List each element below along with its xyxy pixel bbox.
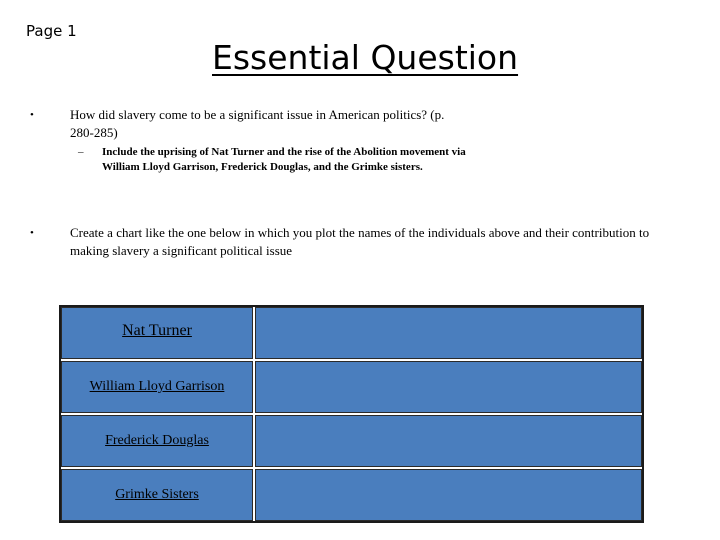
chart-contribution-cell (255, 415, 642, 467)
bullet-text: Create a chart like the one below in which you plot the names of the individuals above and their contribution to making slavery a significant political issue (70, 225, 650, 258)
chart-name-cell: Frederick Douglas (61, 415, 253, 467)
contribution-chart (59, 305, 644, 523)
chart-name-cell: Nat Turner (61, 307, 253, 359)
page-label: Page 1 (26, 22, 77, 40)
bullet-marker: • (30, 227, 34, 239)
sub-bullet-marker: – (78, 146, 84, 158)
chart-contribution-cell (255, 307, 642, 359)
chart-contribution-cell (255, 469, 642, 521)
chart-name-cell: William Lloyd Garrison (61, 361, 253, 413)
page-title: Essential Question (212, 38, 519, 77)
bullet-marker: • (30, 109, 34, 121)
chart-name-cell: Grimke Sisters (61, 469, 253, 521)
chart-contribution-cell (255, 361, 642, 413)
bullet-text: How did slavery come to be a significant issue in American politics? (p. 280-285) (70, 107, 445, 140)
sub-bullet-text: Include the uprising of Nat Turner and the rise of the Abolition movement via William Lloyd Garrison, Frederick Douglas, and the Grimke sisters. (102, 146, 466, 173)
